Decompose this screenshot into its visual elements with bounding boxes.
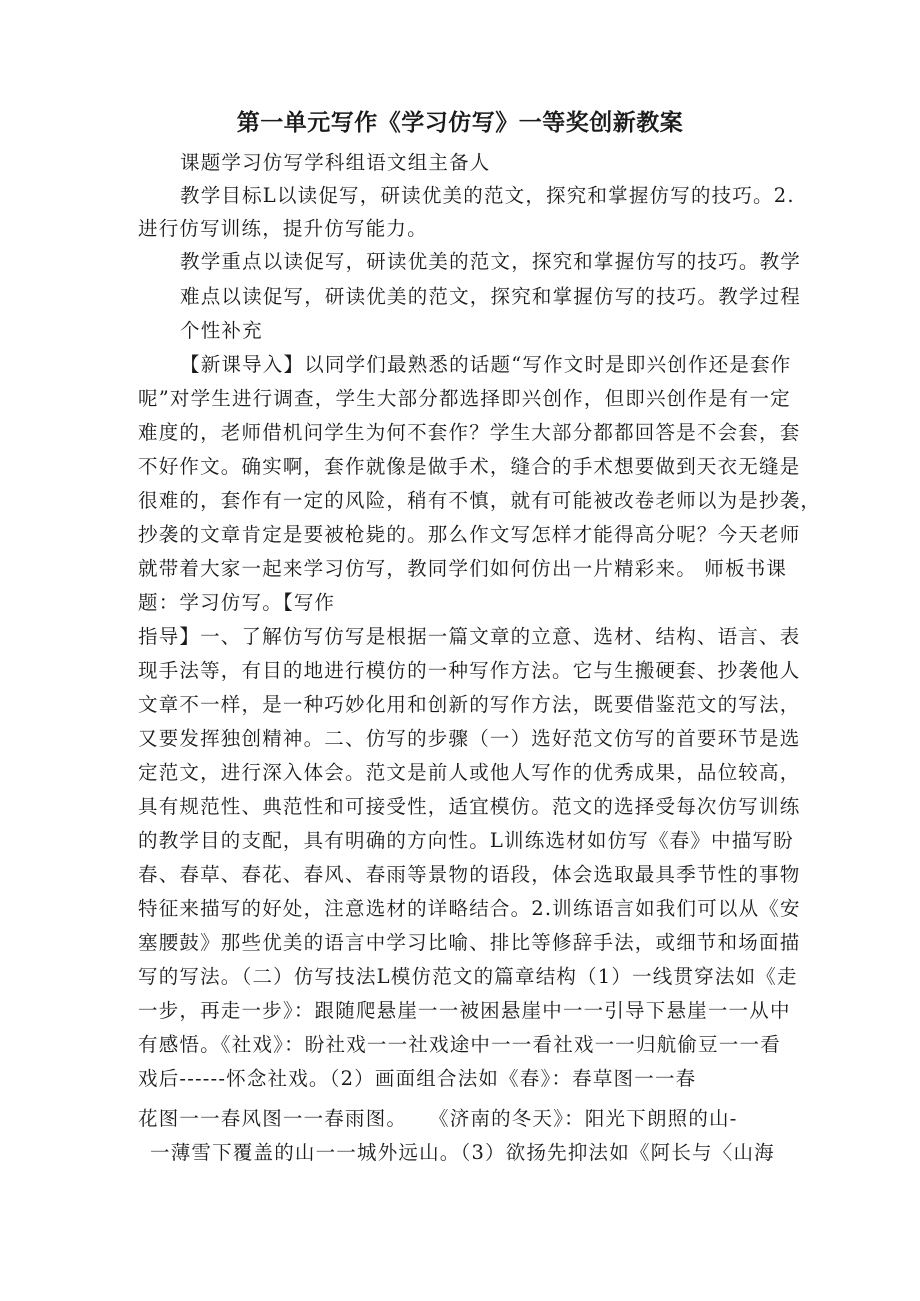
- text-line: 难度的，老师借机问学生为何不套作？学生大部分都都回答是不会套，套: [138, 421, 801, 444]
- text-line: 教学重点以读促写，研读优美的范文，探究和掌握仿写的技巧。教学: [180, 250, 802, 273]
- text-line: 【新课导入】以同学们最熟悉的话题“写作文时是即兴创作还是套作: [180, 353, 792, 376]
- text-line: 指导】一、了解仿写仿写是根据一篇文章的立意、选材、结构、语言、表: [138, 625, 801, 648]
- text-line: 就带着大家一起来学习仿写，教同学们如何仿出一片精彩来。 师板书课: [138, 557, 788, 580]
- text-line: 又要发挥独创精神。二、仿写的步骤（一）选好范文仿写的首要环节是选: [138, 727, 801, 750]
- document-title: 第一单元写作《学习仿写》一等奖创新教案: [236, 110, 684, 136]
- text-line: 花图一一春风图一一春雨图。 《济南的冬天》：阳光下朗照的山-: [138, 1107, 738, 1130]
- text-line: 呢”对学生进行调查，学生大部分都选择即兴创作，但即兴创作是有一定: [138, 387, 791, 410]
- text-line: 一薄雪下覆盖的山一一城外远山。（3）欲扬先抑法如《阿长与〈山海: [150, 1141, 775, 1164]
- text-line: 有感悟。《社戏》：盼社戏一一社戏途中一一看社戏一一归航偷豆一一看: [138, 1033, 781, 1056]
- text-line: 很难的，套作有一定的风险，稍有不慎，就有可能被改卷老师以为是抄袭，: [138, 489, 822, 512]
- text-line: 的教学目的支配，具有明确的方向性。L训练选材如仿写《春》中描写盼: [138, 829, 794, 852]
- text-line: 抄袭的文章肯定是要被枪毙的。那么作文写怎样才能得高分呢？今天老师: [138, 523, 801, 546]
- text-line: 题：学习仿写。【写作: [138, 591, 336, 614]
- text-line: 戏后------怀念社戏。（2）画面组合法如《春》：春草图一一春: [138, 1067, 697, 1090]
- text-line: 难点以读促写，研读优美的范文，探究和掌握仿写的技巧。教学过程: [180, 285, 802, 308]
- text-line: 现手法等，有目的地进行模仿的一种写作方法。它与生搬硬套、抄袭他人: [138, 659, 801, 682]
- text-line: 文章不一样，是一种巧妙化用和创新的写作方法，既要借鉴范文的写法，: [138, 693, 801, 716]
- text-line: 进行仿写训练，提升仿写能力。: [138, 217, 428, 240]
- text-line: 一步，再走一步》：跟随爬悬崖一一被困悬崖中一一引导下悬崖一一从中: [138, 999, 791, 1022]
- text-line: 课题学习仿写学科组语文组主备人: [180, 151, 491, 174]
- text-line: 春、春草、春花、春风、春雨等景物的语段，体会选取最具季节性的事物: [138, 863, 801, 886]
- text-line: 写的写法。（二）仿写技法L模仿范文的篇章结构（1）一线贯穿法如《走: [138, 965, 798, 988]
- text-line: 具有规范性、典范性和可接受性，适宜模仿。范文的选择受每次仿写训练: [138, 795, 801, 818]
- text-line: 个性补充: [180, 319, 263, 342]
- text-line: 塞腰鼓》那些优美的语言中学习比喻、排比等修辞手法，或细节和场面描: [138, 931, 801, 954]
- text-line: 特征来描写的好处，注意选材的详略结合。2.训练语言如我们可以从《安: [138, 897, 801, 920]
- text-line: 教学目标L以读促写，研读优美的范文，探究和掌握仿写的技巧。2.: [180, 184, 795, 207]
- text-line: 不好作文。确实啊，套作就像是做手术，缝合的手术想要做到天衣无缝是: [138, 455, 801, 478]
- text-line: 定范文，进行深入体会。范文是前人或他人写作的优秀成果，品位较高，: [138, 761, 801, 784]
